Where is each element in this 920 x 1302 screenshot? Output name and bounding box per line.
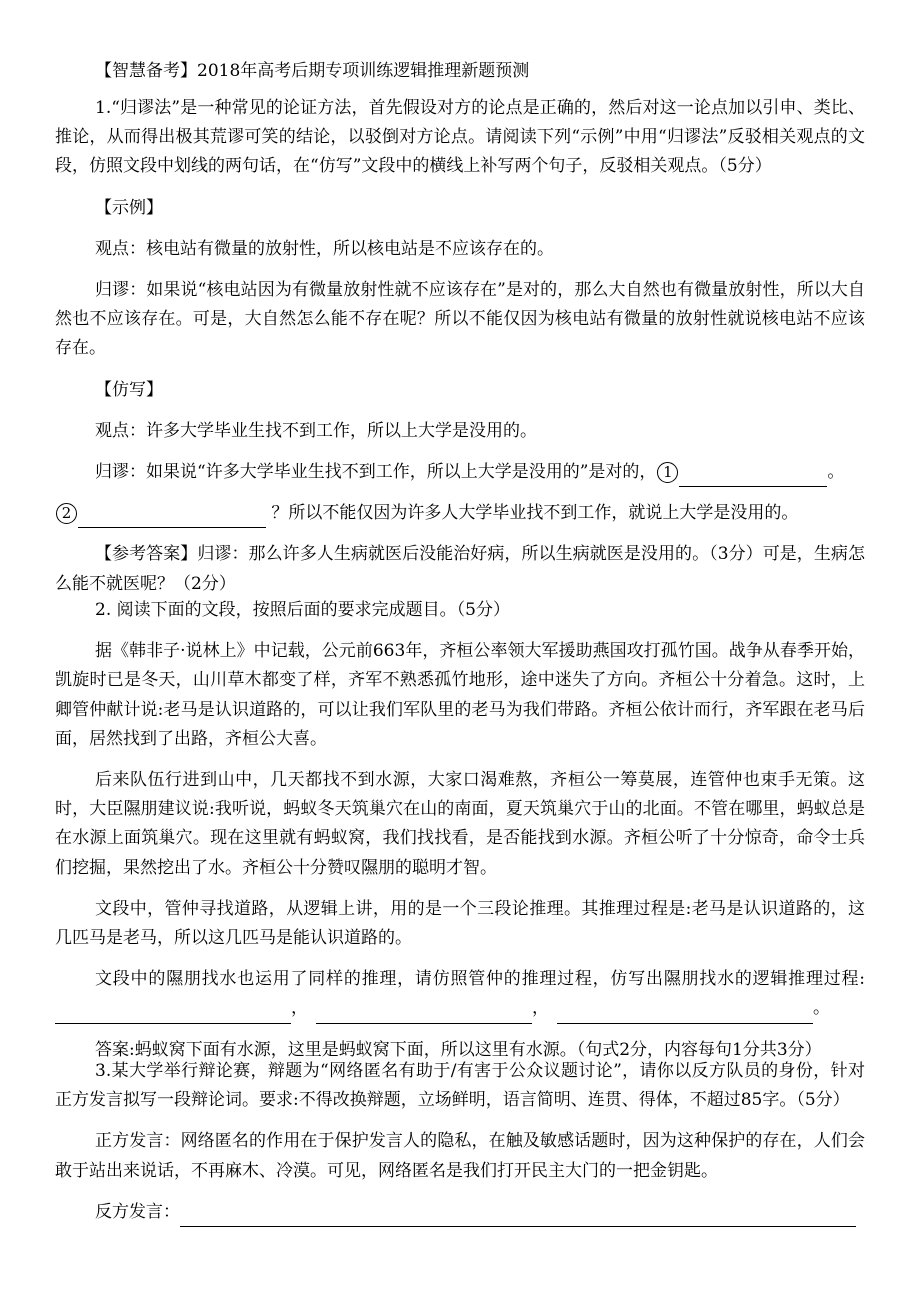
answer-blank-2[interactable]	[78, 507, 266, 528]
q1-imitate-refute-b: ？所以不能仅因为许多人大学毕业找不到工作，就说上大学是没用的。	[271, 503, 799, 524]
question-2	[55, 596, 865, 1065]
document-title: 【智慧备考】2018年高考后期专项训练逻辑推理新题预测	[95, 61, 530, 81]
question-3	[55, 1057, 865, 1227]
q2-sep2: ，	[532, 998, 549, 1019]
blank-marker-1: 1	[657, 462, 678, 483]
answer-blank-1[interactable]	[679, 466, 827, 487]
q2-para3: 文段中，管仲寻找道路，从逻辑上讲，用的是一个三段论推理。其推理过程是:老马是认识道路的，这几匹马是老马，所以这几匹马是能认识道路的。	[55, 898, 865, 949]
reasoning-blank-2[interactable]	[316, 1003, 532, 1024]
q1-example-refute: 归谬：如果说“核电站因为有微量放射性就不应该存在”是对的，那么大自然也有微量放射性，所以大自然也不应该存在。可是，大自然怎么能不存在呢？所以不能仅因为核电站有微量的放射性就说核电站不应该存在。	[55, 280, 865, 359]
q1-imitate-view: 观点：许多大学毕业生找不到工作，所以上大学是没用的。	[95, 420, 537, 441]
q1-end1: 。	[827, 462, 845, 483]
q3-prompt: 3.某大学举行辩论赛，辩题为“网络匿名有助于/有害于公众议题讨论”，请你以反方队员的身份，针对正方发言拟写一段辩论词。要求:不得改换辩题，立场鲜明，语言简明、连贯、得体，不超过85字。（5分）	[55, 1061, 865, 1111]
question-1	[55, 94, 865, 599]
q1-example-view: 观点：核电站有微量的放射性，所以核电站是不应该存在的。	[95, 238, 554, 259]
q2-end: 。	[813, 998, 830, 1019]
q2-task	[55, 965, 865, 1023]
con-speech-blank[interactable]	[180, 1206, 856, 1227]
q1-prompt: 1.“归谬法”是一种常见的论证方法，首先假设对方的论点是正确的，然后对这一论点加以引申、类比、推论，从而得出极其荒谬可笑的结论，以驳倒对方论点。请阅读下列“示例”中用“归谬法”反驳相关观点的文段，仿照文段中划线的两句话，在“仿写”文段中的横线上补写两个句子，反驳相关观点。（5分）	[55, 98, 865, 177]
q1-answer: 【参考答案】归谬：那么许多人生病就医后没能治好病，所以生病就医是没用的。（3分）可是，生病怎么能不就医呢？（2分）	[55, 544, 865, 594]
q2-para2: 后来队伍行进到山中，几天都找不到水源，大家口渴难熬，齐桓公一筹莫展，连管仲也束手无策。这时，大臣隰朋建议说:我听说，蚂蚁冬天筑巢穴在山的南面，夏天筑巢穴于山的北面。不管在哪里，蚂蚁总是在水源上面筑巢穴。现在这里就有蚂蚁窝，我们找找看，是否能找到水源。齐桓公听了十分惊奇，命令士兵们挖掘，果然挖出了水。齐桓公十分赞叹隰朋的聪明才智。	[55, 770, 865, 878]
q1-imitate-label: 【仿写】	[95, 379, 163, 400]
reasoning-blank-3[interactable]	[557, 1003, 813, 1024]
q1-example-label: 【示例】	[95, 197, 163, 218]
q2-sep1: ，	[291, 998, 308, 1019]
q2-answer: 答案:蚂蚁窝下面有水源，这里是蚂蚁窝下面，所以这里有水源。（句式2分，内容每句1分共3分）	[95, 1039, 822, 1060]
blank-marker-2: 2	[56, 503, 77, 524]
reasoning-blank-1[interactable]	[55, 1003, 291, 1024]
q3-pro-speech: 正方发言：网络匿名的作用在于保护发言人的隐私，在触及敏感话题时，因为这种保护的存在，人们会敢于站出来说话，不再麻木、冷漠。可见，网络匿名是我们打开民主大门的一把金钥匙。	[55, 1131, 865, 1181]
q2-prompt: 2. 阅读下面的文段，按照后面的要求完成题目。（5分）	[95, 600, 510, 620]
q2-task-text: 文段中的隰朋找水也运用了同样的推理，请仿照管仲的推理过程，仿写出隰朋找水的逻辑推理过程:	[95, 969, 865, 990]
q1-imitate-refute-line2	[55, 499, 865, 528]
q3-con-label: 反方发言：	[95, 1201, 180, 1222]
q1-imitate-refute-line1	[55, 458, 865, 487]
q2-para1: 据《韩非子·说林上》中记载，公元前663年，齐桓公率领大军援助燕国攻打孤竹国。战争从春季开始，凯旋时已是冬天，山川草木都变了样，齐军不熟悉孤竹地形，途中迷失了方向。齐桓公十分着急。这时，上卿管仲献计说:老马是认识道路的，可以让我们军队里的老马为我们带路。齐桓公依计而行，齐军跟在老马后面，居然找到了出路，齐桓公大喜。	[55, 641, 865, 749]
q3-con-line	[55, 1198, 865, 1227]
q1-imitate-refute-a: 归谬：如果说“许多大学毕业生找不到工作，所以上大学是没用的”是对的，	[95, 462, 657, 483]
